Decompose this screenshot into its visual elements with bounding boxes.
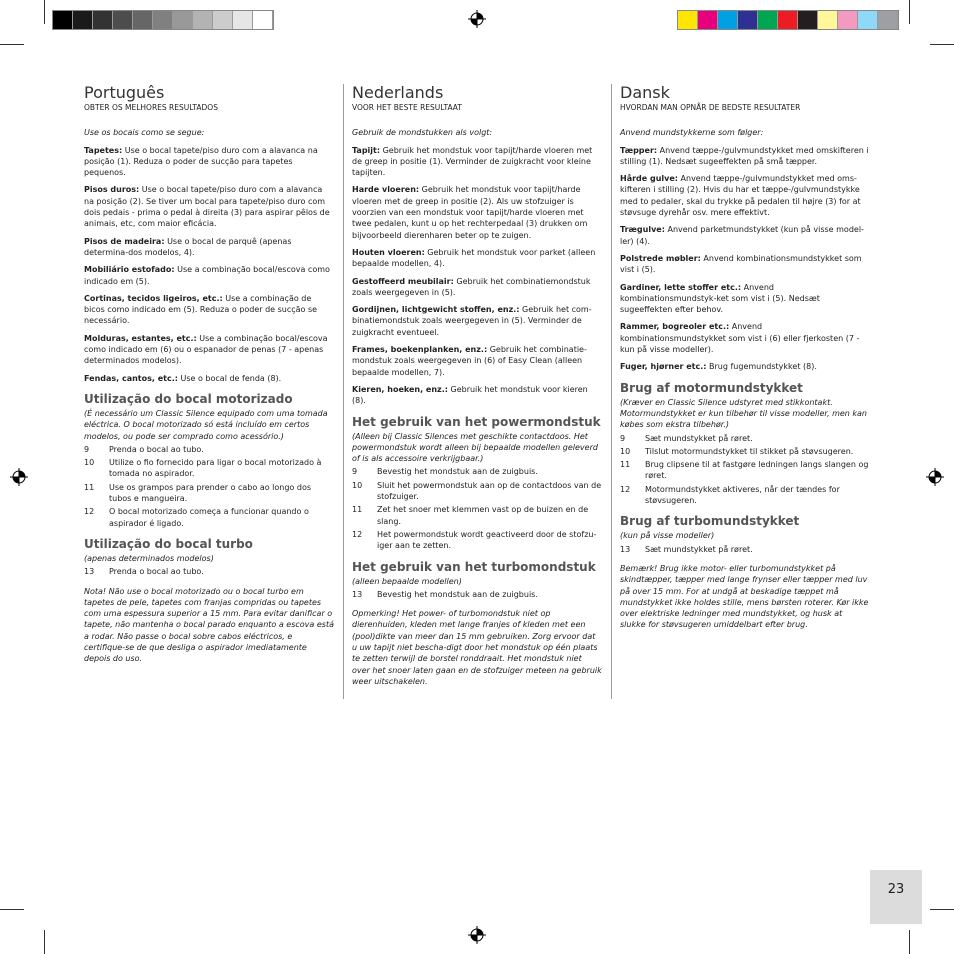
step-number: 9 bbox=[352, 467, 358, 477]
color-swatch bbox=[838, 11, 858, 29]
crop-mark bbox=[909, 0, 910, 24]
instruction-paragraph bbox=[84, 184, 334, 229]
step-text: Het powermondstuk wordt geactiveerd door de stofzu-iger aan te zetten. bbox=[377, 529, 597, 551]
step-item bbox=[620, 446, 870, 457]
instruction-paragraph bbox=[352, 247, 602, 270]
surface-label: Kieren, hoeken, enz.: bbox=[352, 384, 448, 394]
instruction-paragraph bbox=[620, 361, 870, 372]
motor-steps-list bbox=[352, 466, 602, 551]
turbo-nozzle-note: (alleen bepaalde modellen) bbox=[352, 576, 462, 586]
color-swatch bbox=[193, 11, 213, 29]
instruction-paragraph bbox=[620, 173, 870, 218]
section-subtitle: VOOR HET BESTE RESULTAAT bbox=[352, 103, 462, 112]
crop-mark bbox=[44, 0, 45, 24]
step-item bbox=[352, 466, 602, 477]
instruction-paragraph bbox=[352, 184, 602, 240]
grayscale-color-bar bbox=[52, 10, 274, 30]
step-item bbox=[84, 457, 334, 480]
step-text: Bevestig het mondstuk aan de zuigbuis. bbox=[377, 467, 538, 477]
crop-mark bbox=[909, 930, 910, 954]
column-divider bbox=[611, 84, 612, 699]
warning-note: Opmerking! Het power- of turbomondstuk niet op dierenhuiden, kleden met lange franjes of kleden met een (pool)dikte van meer dan 15 mm gebruiken. Zorg ervoor dat u uw tapijt niet bescha-digt door het mondstuk op één plaats te zetten terwijl de borstel ronddraait. Het mondstuk niet over het snoer laten gaan en de stofzuiger meteen na gebruik weer uitschakelen. bbox=[352, 609, 602, 686]
step-item bbox=[620, 459, 870, 482]
color-swatch bbox=[173, 11, 193, 29]
color-swatch bbox=[213, 11, 233, 29]
step-item bbox=[84, 566, 334, 577]
instruction-paragraph bbox=[84, 293, 334, 327]
crop-mark bbox=[930, 44, 954, 45]
step-item bbox=[84, 482, 334, 505]
step-item bbox=[620, 544, 870, 555]
instruction-text: Anvend kombinationsmundstykket som vist i (6) eller fjerkosten (7 - kun på visse modeller). bbox=[620, 322, 860, 355]
color-swatch bbox=[73, 11, 93, 29]
instruction-paragraph bbox=[352, 304, 602, 338]
motor-nozzle-note: (É necessário um Classic Silence equipado com uma tomada eléctrica. O bocal motorizado só está incluído em certos modelos, ou pode ser comprado como acessório.) bbox=[84, 408, 328, 441]
process-color-bar bbox=[677, 10, 899, 30]
color-swatch bbox=[858, 11, 878, 29]
color-swatch bbox=[133, 11, 153, 29]
instruction-paragraph bbox=[84, 236, 334, 259]
section-subtitle: OBTER OS MELHORES RESULTADOS bbox=[84, 103, 218, 112]
column-divider bbox=[343, 84, 344, 699]
instruction-text: Anvend tæppe-/gulvmundstykket med omskifteren i stilling (1). Nedsæt sugeeffekten på små tæpper. bbox=[620, 145, 869, 166]
crop-mark bbox=[930, 909, 954, 910]
turbo-steps-list bbox=[352, 589, 602, 600]
instruction-text: Use a combinação bocal/escova como indicado em (5). bbox=[84, 265, 330, 286]
color-swatch bbox=[53, 11, 73, 29]
instruction-text: Gebruik het combinatiemondstuk zoals weergegeven in (5). bbox=[352, 276, 591, 297]
motor-nozzle-note: (Alleen bij Classic Silences met geschikte contactdoos. Het powermondstuk wordt alleen bij bepaalde modellen geleverd of is als accessoire verkrijgbaar.) bbox=[352, 431, 598, 464]
color-swatch bbox=[233, 11, 253, 29]
surface-label: Frames, boekenplanken, enz.: bbox=[352, 345, 488, 355]
step-number: 13 bbox=[620, 544, 631, 554]
instruction-text: Use a combinação bocal/escova como indicado em (6) ou o espanador de penas (7 - apenas determinados modelos). bbox=[84, 333, 328, 366]
intro-text: Anvend mundstykkerne som følger: bbox=[620, 128, 764, 138]
warning-note: Bemærk! Brug ikke motor- eller turbomundstykket på skindtæpper, tæpper med lange frynser eller tæpper med luv på over 15 mm. For at undgå at beskadige tæppet må mundstykket ikke holdes stille, mens børsten roterer. Kør ikke over elektriske ledninger med mundstykket, og husk at slukke for støvsugeren umiddelbart efter brug. bbox=[620, 563, 869, 630]
turbo-nozzle-heading: Utilização do bocal turbo bbox=[84, 536, 253, 551]
instruction-text: Use a combinação de bicos como indicado em (5). Reduza o poder de sucção se necessário. bbox=[84, 293, 318, 326]
surface-label: Rammer, bogreoler etc.: bbox=[620, 322, 730, 332]
step-number: 10 bbox=[620, 446, 631, 456]
surface-label: Tapijt: bbox=[352, 145, 381, 155]
surface-label: Hårde gulve: bbox=[620, 174, 678, 184]
step-text: Tilslut motormundstykket til stikket på støvsugeren. bbox=[645, 446, 854, 456]
instruction-paragraph bbox=[620, 253, 870, 276]
instruction-text: Gebruik het mondstuk voor tapijt/harde vloeren met de greep in positie (1). Verminder de zuigkracht voor kleine tapijten. bbox=[352, 145, 593, 178]
motor-nozzle-note: (Kræver en Classic Silence udstyret med stikkontakt. Motormundstykket er kun tilbehør til visse modeller, men kan købes som ekstra tilbehør.) bbox=[620, 397, 867, 430]
step-number: 13 bbox=[84, 567, 95, 577]
motor-nozzle-heading: Het gebruik van het powermondstuk bbox=[352, 414, 601, 429]
intro-text: Use os bocais como se segue: bbox=[84, 128, 205, 138]
surface-label: Pisos duros: bbox=[84, 185, 140, 195]
step-number: 11 bbox=[620, 460, 631, 470]
registration-mark-icon bbox=[926, 468, 944, 486]
instruction-paragraph bbox=[352, 276, 602, 299]
language-title: Dansk bbox=[620, 83, 670, 102]
language-title: Nederlands bbox=[352, 83, 444, 102]
language-title: Português bbox=[84, 83, 165, 102]
instruction-text: Gebruik het mondstuk voor kieren (8). bbox=[352, 384, 588, 406]
instruction-paragraph bbox=[620, 282, 870, 316]
surface-label: Polstrede møbler: bbox=[620, 253, 701, 263]
step-text: O bocal motorizado começa a funcionar quando o aspirador é ligado. bbox=[109, 507, 309, 528]
motor-nozzle-heading: Brug af motormundstykket bbox=[620, 380, 803, 395]
step-number: 12 bbox=[620, 484, 631, 494]
step-text: Utilize o fio fornecido para ligar o bocal motorizado à tomada no aspirador. bbox=[109, 458, 322, 479]
instruction-text: Use o bocal tapete/piso duro com a alavanca na posição (2). Se tiver um bocal para tapete/piso duro com dois pedais - prima o pedal à direita (3) para aspirar pêlos de animais, etc, com maior eficácia. bbox=[84, 185, 330, 229]
instruction-text: Anvend tæppe-/gulvmundstykket med oms-kifteren i stilling (2). Hvis du har et tæppe-/gulvmundstykke med to pedaler, skal du trykke på pedalen til højre (3) for at støvsuge dyrehår osv. mere effektivt. bbox=[620, 174, 861, 218]
instruction-paragraph bbox=[620, 224, 870, 247]
color-swatch bbox=[678, 11, 698, 29]
instruction-text: Anvend kombinationsmundstykket som vist i (5). bbox=[620, 253, 862, 275]
section-subtitle: HVORDAN MAN OPNÅR DE BEDSTE RESULTATER bbox=[620, 103, 801, 112]
step-number: 13 bbox=[352, 589, 363, 599]
step-item bbox=[620, 433, 870, 444]
instruction-text: Gebruik het com-binatiemondstuk zoals weergegeven in (5). Verminder de zuigkracht eventueel. bbox=[352, 305, 592, 337]
instruction-text: Use o bocal tapete/piso duro com a alavanca na posição (1). Reduza o poder de sucção para tapetes pequenos. bbox=[84, 145, 318, 178]
page-number: 23 bbox=[870, 870, 922, 924]
step-item bbox=[620, 484, 870, 507]
surface-label: Mobiliário estofado: bbox=[84, 265, 175, 275]
step-number: 11 bbox=[84, 482, 95, 492]
registration-mark-icon bbox=[10, 468, 28, 486]
motor-steps-list bbox=[620, 433, 870, 507]
crop-mark bbox=[0, 909, 24, 910]
surface-label: Gestoffeerd meubilair: bbox=[352, 276, 454, 286]
step-number: 11 bbox=[352, 505, 363, 515]
instruction-text: Gebruik het combinatie-mondstuk zoals weergegeven in (6) of Easy Clean (alleen bepaalde modellen, 7). bbox=[352, 345, 587, 377]
turbo-nozzle-heading: Het gebruik van het turbomondstuk bbox=[352, 559, 596, 574]
surface-label: Tapetes: bbox=[84, 145, 123, 155]
surface-label: Pisos de madeira: bbox=[84, 236, 165, 246]
color-swatch bbox=[818, 11, 838, 29]
instruction-text: Gebruik het mondstuk voor parket (alleen bepaalde modellen, 4). bbox=[352, 247, 596, 269]
surface-label: Houten vloeren: bbox=[352, 247, 425, 257]
step-item bbox=[352, 529, 602, 552]
instruction-text: Anvend kombinationsmundstyk-ket som vist i (5). Nedsæt sugeeffekten efter behov. bbox=[620, 282, 820, 315]
instruction-paragraph bbox=[84, 264, 334, 287]
instruction-paragraph bbox=[352, 384, 602, 407]
motor-nozzle-heading: Utilização do bocal motorizado bbox=[84, 391, 293, 406]
surface-label: Gardiner, lette stoffer etc.: bbox=[620, 282, 742, 292]
step-text: Prenda o bocal ao tubo. bbox=[109, 567, 204, 577]
color-swatch bbox=[93, 11, 113, 29]
surface-label: Gordijnen, lichtgewicht stoffen, enz.: bbox=[352, 305, 520, 315]
color-swatch bbox=[698, 11, 718, 29]
surface-label: Molduras, estantes, etc.: bbox=[84, 333, 197, 343]
instruction-text: Brug fugemundstykket (8). bbox=[706, 362, 817, 372]
column-dutch bbox=[352, 84, 602, 693]
crop-mark bbox=[44, 930, 45, 954]
step-number: 10 bbox=[84, 458, 95, 468]
step-number: 9 bbox=[620, 433, 626, 443]
step-number: 9 bbox=[84, 444, 90, 454]
step-text: Prenda o bocal ao tubo. bbox=[109, 444, 204, 454]
color-swatch bbox=[113, 11, 133, 29]
instruction-paragraph bbox=[352, 145, 602, 179]
surface-label: Trægulve: bbox=[620, 225, 665, 235]
instruction-paragraph bbox=[620, 321, 870, 355]
color-swatch bbox=[798, 11, 818, 29]
registration-mark-icon bbox=[468, 10, 486, 28]
step-text: Sæt mundstykket på røret. bbox=[645, 544, 753, 554]
instruction-text: Anvend parketmundstykket (kun på visse model-ler) (4). bbox=[620, 225, 864, 246]
step-text: Sluit het powermondstuk aan op de contactdoos van de stofzuiger. bbox=[377, 480, 602, 502]
surface-label: Cortinas, tecidos ligeiros, etc.: bbox=[84, 293, 223, 303]
crop-mark bbox=[0, 44, 24, 45]
color-swatch bbox=[253, 11, 273, 29]
column-danish bbox=[620, 84, 870, 637]
motor-steps-list bbox=[84, 444, 334, 529]
instruction-text: Use o bocal de parquê (apenas determina-dos modelos, 4). bbox=[84, 236, 292, 257]
instruction-paragraph bbox=[84, 333, 334, 367]
instruction-paragraph bbox=[620, 145, 870, 168]
color-swatch bbox=[718, 11, 738, 29]
step-text: Brug clipsene til at fastgøre ledningen langs slangen og røret. bbox=[645, 460, 869, 481]
warning-note: Nota! Não use o bocal motorizado ou o bocal turbo em tapetes de pele, tapetes com franjas compridas ou tapetes com uma espessura superior a 15 mm. Para evitar danificar o tapete, não mantenha o bocal parado enquanto a escova está a rodar. Não passe o bocal sobre cabos eléctricos, e certifique-se de que desliga o aspirador imediatamente depois do uso. bbox=[84, 586, 334, 664]
turbo-nozzle-heading: Brug af turbomundstykket bbox=[620, 514, 800, 529]
step-text: Sæt mundstykket på røret. bbox=[645, 433, 753, 443]
color-swatch bbox=[878, 11, 898, 29]
step-text: Zet het snoer met klemmen vast op de buizen en de slang. bbox=[377, 505, 589, 526]
registration-mark-icon bbox=[468, 926, 486, 944]
surface-label: Harde vloeren: bbox=[352, 185, 420, 195]
surface-label: Fuger, hjørner etc.: bbox=[620, 362, 707, 372]
turbo-nozzle-note: (apenas determinados modelos) bbox=[84, 553, 214, 563]
instruction-paragraph bbox=[84, 373, 334, 384]
step-item bbox=[352, 480, 602, 503]
turbo-nozzle-note: (kun på visse modeller) bbox=[620, 531, 715, 541]
step-text: Use os grampos para prender o cabo ao longo dos tubos e mangueira. bbox=[109, 482, 312, 504]
step-number: 12 bbox=[84, 507, 95, 517]
turbo-steps-list bbox=[620, 544, 870, 555]
color-swatch bbox=[738, 11, 758, 29]
color-swatch bbox=[153, 11, 173, 29]
instruction-paragraph bbox=[84, 145, 334, 179]
step-item bbox=[352, 589, 602, 600]
column-portuguese bbox=[84, 84, 334, 671]
step-item bbox=[84, 444, 334, 455]
step-text: Bevestig het mondstuk aan de zuigbuis. bbox=[377, 589, 538, 599]
instruction-text: Gebruik het mondstuk voor tapijt/harde vloeren met de greep in positie (2). Als uw stofzuiger is voorzien van een mondstuk voor tapijt/harde vloeren met twee pedalen, kunt u op het rechterpedaal (3) drukken om bijvoorbeeld dierenharen beter op te zuigen. bbox=[352, 185, 588, 240]
instruction-text: Use o bocal de fenda (8). bbox=[177, 373, 282, 383]
instruction-paragraph bbox=[352, 344, 602, 378]
intro-text: Gebruik de mondstukken als volgt: bbox=[352, 128, 493, 138]
turbo-steps-list bbox=[84, 566, 334, 577]
surface-label: Tæpper: bbox=[620, 145, 658, 155]
step-item bbox=[352, 504, 602, 527]
step-item bbox=[84, 506, 334, 529]
step-number: 12 bbox=[352, 529, 363, 539]
color-swatch bbox=[758, 11, 778, 29]
step-text: Motormundstykket aktiveres, når der tændes for støvsugeren. bbox=[645, 484, 840, 506]
step-number: 10 bbox=[352, 480, 363, 490]
surface-label: Fendas, cantos, etc.: bbox=[84, 373, 178, 383]
color-swatch bbox=[778, 11, 798, 29]
